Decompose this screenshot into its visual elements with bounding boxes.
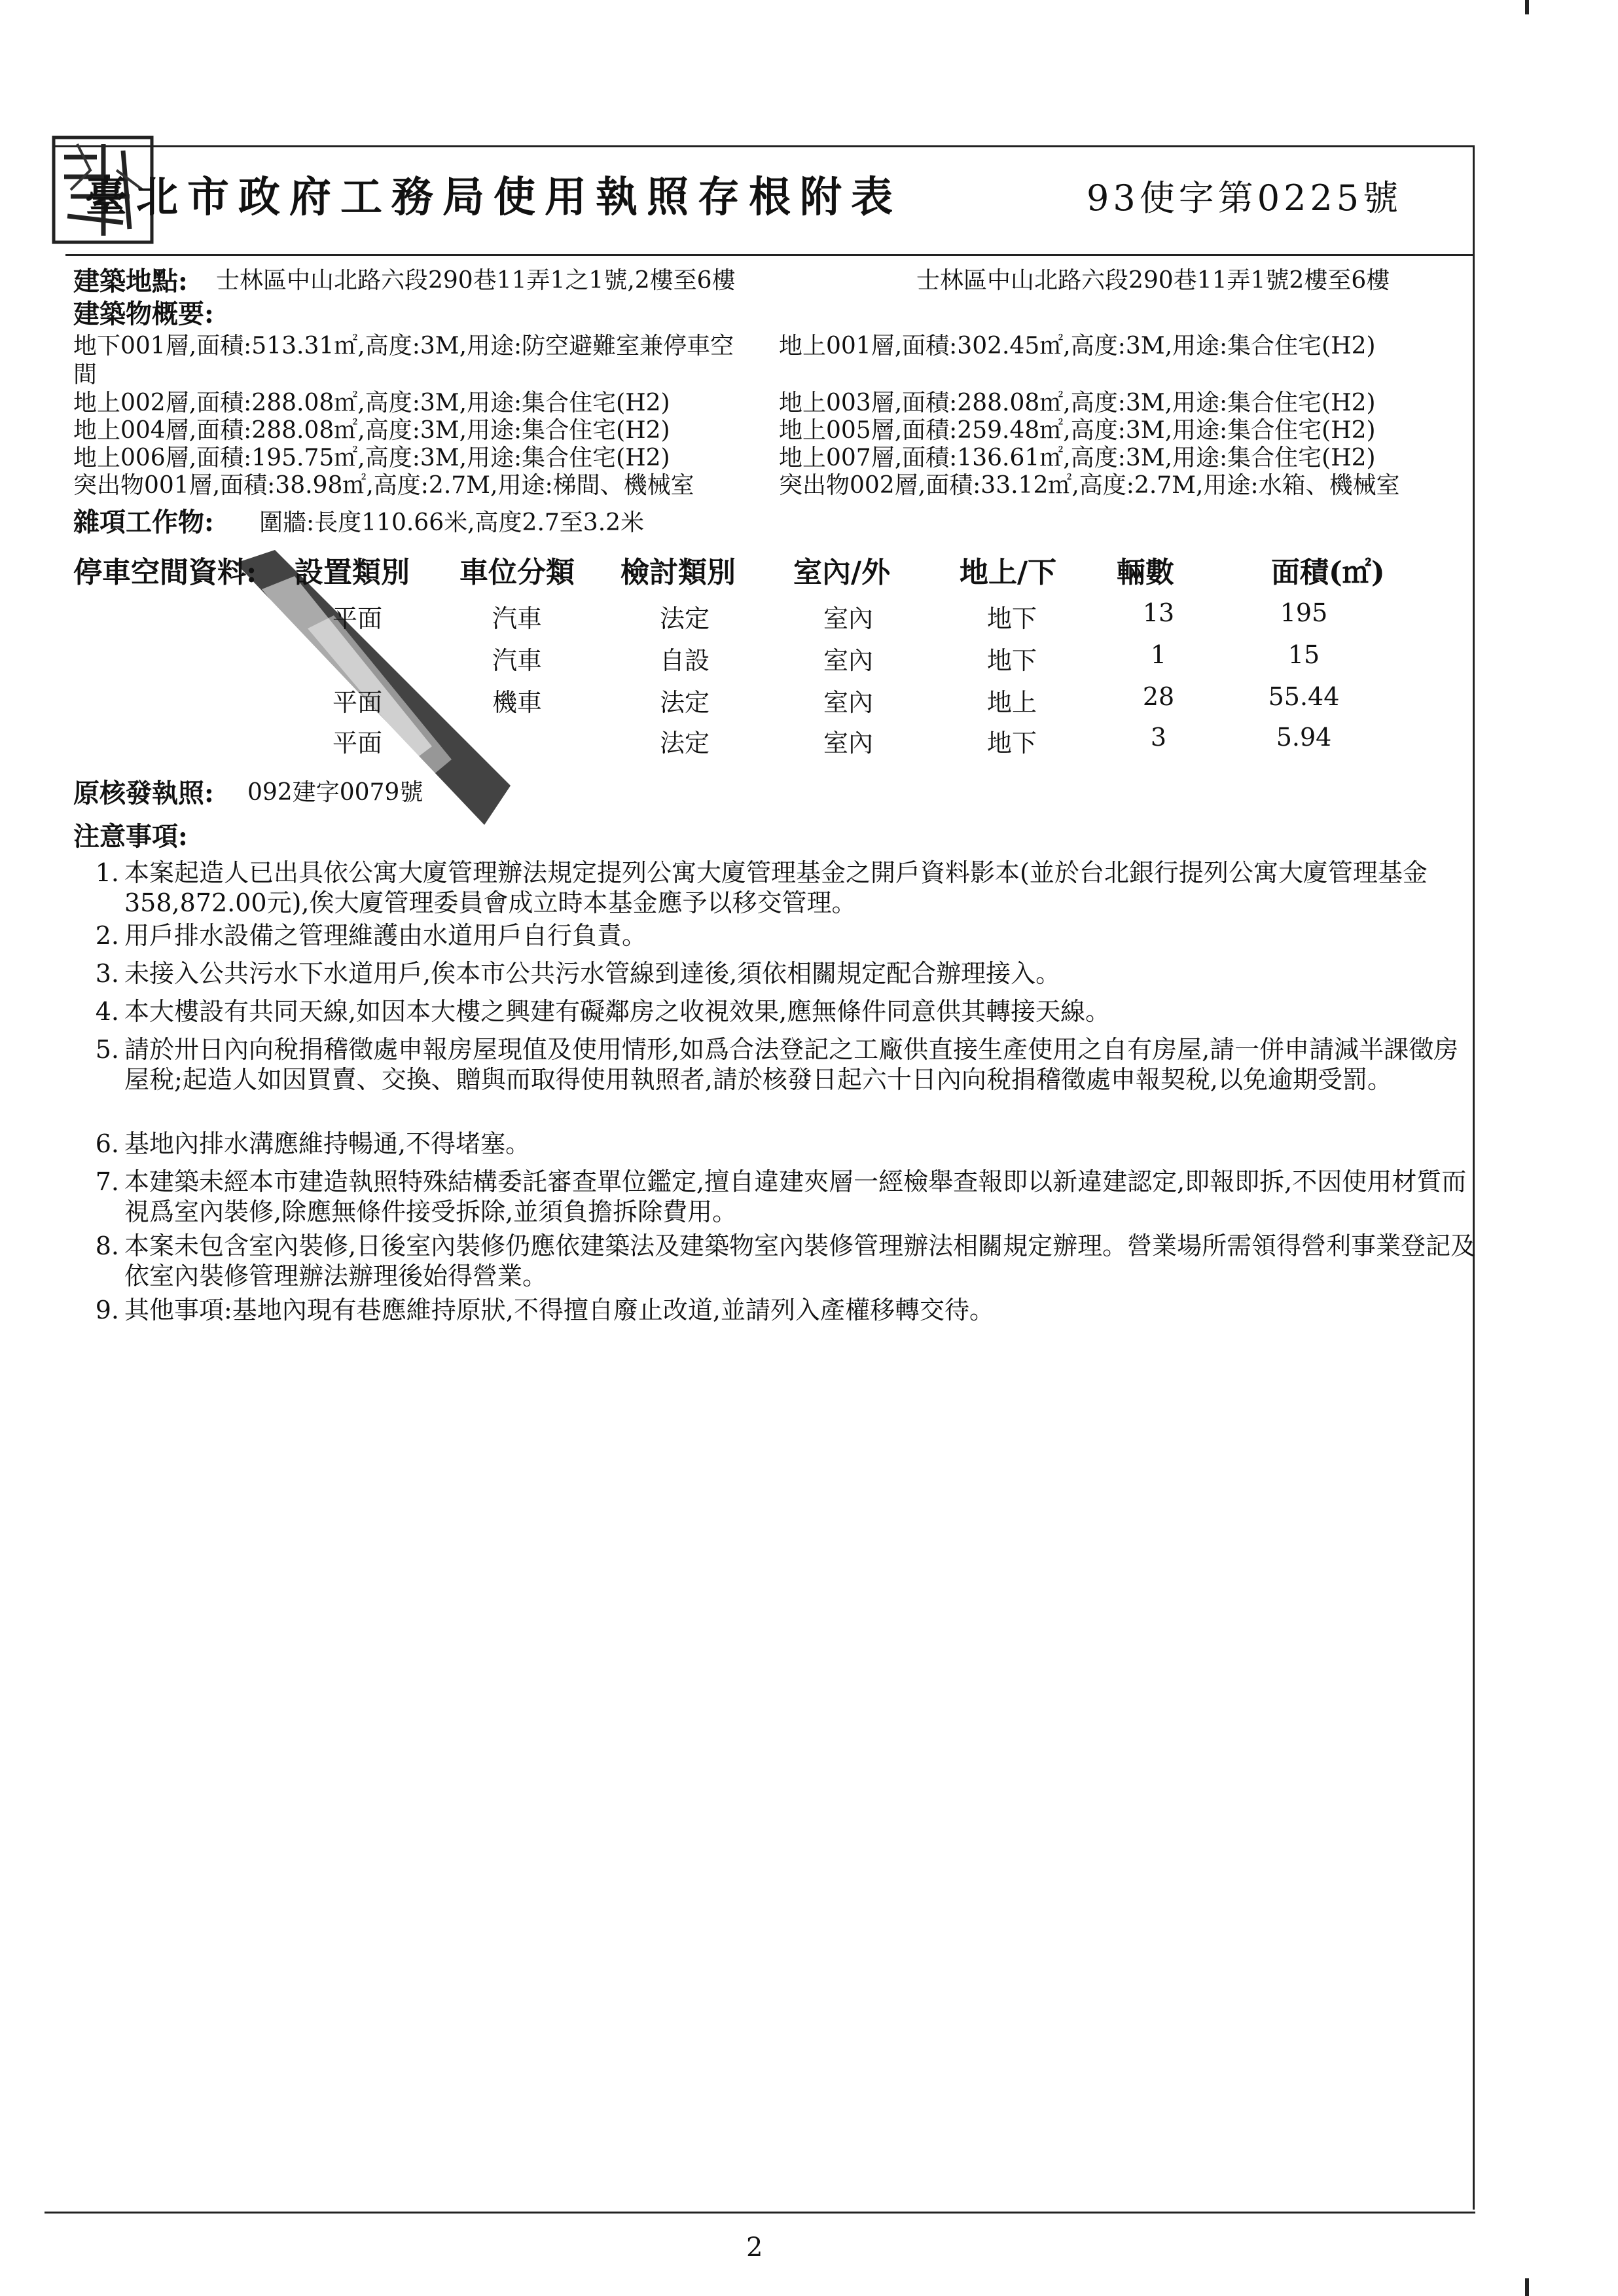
note-number: 3. (95, 959, 119, 988)
note-number: 7. (95, 1167, 119, 1196)
note-item (92, 1231, 1479, 1291)
note-number: 2. (95, 921, 119, 950)
bottom-rule (45, 2212, 1475, 2214)
floor-left: 地上002層,面積:288.08㎡,高度:3M,用途:集合住宅(H2) (73, 390, 670, 416)
parking-cell: 平面 (332, 688, 382, 717)
parking-cell: 195 (1280, 598, 1328, 627)
parking-cell: 平面 (332, 604, 382, 633)
floor-right: 突出物002層,面積:33.12㎡,高度:2.7M,用途:水箱、機械室 (779, 472, 1400, 499)
parking-cell: 自設 (659, 646, 710, 675)
parking-cell: 汽車 (492, 604, 542, 633)
parking-cell: 汽車 (492, 646, 542, 675)
overview-row1-right: 地上001層,面積:302.45㎡,高度:3M,用途:集合住宅(H2) (779, 333, 1376, 359)
permit-number: 93使字第0225號 (1087, 177, 1403, 219)
parking-header: 輛數 (1117, 556, 1174, 589)
parking-cell: 15 (1287, 640, 1320, 669)
parking-cell: 地下 (986, 646, 1037, 675)
note-text: 未接入公共污水下水道用戶,俟本市公共污水管線到達後,須依相關規定配合辦理接入。 (124, 959, 1061, 988)
parking-cell: 機車 (492, 688, 542, 717)
parking-header: 檢討類別 (620, 556, 736, 589)
note-text: 請於卅日內向稅捐稽徵處申報房屋現值及使用情形,如爲合法登記之工廠供直接生產使用之自有房屋,請一併申請減半課徵房屋稅;起造人如因買賣、交換、贈與而取得使用執照者,請於核發日起六十日內向稅捐稽徵處申報契稅,以免逾期受罰。 (124, 1035, 1459, 1094)
floor-left: 地上004層,面積:288.08㎡,高度:3M,用途:集合住宅(H2) (73, 417, 670, 444)
misc-works-value: 圍牆:長度110.66米,高度2.7至3.2米 (259, 509, 645, 536)
note-number: 8. (95, 1231, 119, 1260)
address-label: 建築地點: (73, 266, 188, 297)
note-item (92, 958, 1479, 989)
parking-cell: 地下 (986, 604, 1037, 633)
parking-cell: 13 (1142, 598, 1175, 627)
note-number: 9. (95, 1296, 119, 1324)
note-text: 本案起造人已出具依公寓大廈管理辦法規定提列公寓大廈管理基金之開戶資料影本(並於台北銀行提列公寓大廈管理基金358,872.00元),俟大廈管理委員會成立時本基金應予以移交管理。 (124, 858, 1428, 917)
parking-cell: 法定 (659, 604, 710, 633)
parking-header: 地上/下 (960, 556, 1057, 589)
parking-header: 車位分類 (459, 556, 575, 589)
note-item (92, 1129, 1479, 1159)
parking-label: 停車空間資料: (73, 556, 257, 589)
original-permit-value: 092建字0079號 (247, 779, 423, 806)
title-underline (65, 254, 1473, 256)
floor-right: 地上003層,面積:288.08㎡,高度:3M,用途:集合住宅(H2) (779, 390, 1376, 416)
scan-tick-bottom (1525, 2278, 1529, 2296)
note-item (92, 1034, 1479, 1125)
page-title: 臺北市政府工務局使用執照存根附表 (85, 173, 902, 222)
note-item (92, 996, 1479, 1027)
address-right: 士林區中山北路六段290巷11弄1號2樓至6樓 (916, 267, 1390, 294)
parking-cell: 室內 (823, 604, 873, 633)
parking-cell: 地上 (986, 688, 1037, 717)
parking-cell: 地下 (986, 729, 1037, 757)
floor-left: 地上006層,面積:195.75㎡,高度:3M,用途:集合住宅(H2) (73, 445, 670, 471)
floor-left: 突出物001層,面積:38.98㎡,高度:2.7M,用途:梯間、機械室 (73, 472, 694, 499)
original-permit-label: 原核發執照: (73, 778, 214, 809)
parking-header: 設置類別 (295, 556, 410, 589)
parking-cell: 28 (1142, 682, 1175, 711)
note-item (92, 1295, 1479, 1325)
parking-cell: 55.44 (1268, 682, 1340, 711)
scan-tick-top (1525, 0, 1529, 14)
notes-label: 注意事項: (73, 821, 188, 852)
note-text: 其他事項:基地內現有巷應維持原狀,不得擅自廢止改道,並請列入產權移轉交待。 (124, 1296, 994, 1324)
note-item (92, 1167, 1479, 1227)
overview-row1-left: 地下001層,面積:513.31㎡,高度:3M,用途:防空避難室兼停車空 (73, 333, 734, 359)
note-number: 1. (95, 858, 119, 887)
parking-cell: 平面 (332, 729, 382, 757)
note-number: 4. (95, 997, 119, 1026)
parking-header: 室內/外 (793, 556, 891, 589)
floor-right: 地上005層,面積:259.48㎡,高度:3M,用途:集合住宅(H2) (779, 417, 1376, 444)
parking-cell: 法定 (659, 688, 710, 717)
misc-works-label: 雜項工作物: (73, 507, 214, 538)
note-item (92, 920, 1479, 951)
note-text: 本案未包含室內裝修,日後室內裝修仍應依建築法及建築物室內裝修管理辦法相關規定辦理。營業場所需領得營利事業登記及依室內裝修管理辦法辦理後始得營業。 (124, 1231, 1476, 1290)
note-text: 本大樓設有共同天線,如因本大樓之興建有礙鄰房之收視效果,應無條件同意供其轉接天線。 (124, 997, 1111, 1026)
parking-header: 面積(㎡) (1271, 556, 1385, 589)
note-number: 6. (95, 1129, 119, 1158)
address-left: 士林區中山北路六段290巷11弄1之1號,2樓至6樓 (216, 267, 736, 294)
parking-cell: 5.94 (1276, 723, 1332, 752)
parking-cell: 室內 (823, 688, 873, 717)
parking-cell: 室內 (823, 729, 873, 757)
overview-label: 建築物概要: (73, 299, 214, 329)
note-item (92, 858, 1479, 918)
parking-cell: 3 (1150, 723, 1167, 752)
parking-cell: 室內 (823, 646, 873, 675)
note-text: 用戶排水設備之管理維護由水道用戶自行負責。 (124, 921, 647, 950)
overview-row1-wrap: 間 (73, 361, 98, 388)
parking-cell: 法定 (659, 729, 710, 757)
note-number: 5. (95, 1035, 119, 1064)
note-text: 基地內排水溝應維持暢通,不得堵塞。 (124, 1129, 531, 1158)
floor-right: 地上007層,面積:136.61㎡,高度:3M,用途:集合住宅(H2) (779, 445, 1376, 471)
note-text: 本建築未經本市建造執照特殊結構委託審查單位鑑定,擅自違建夾層一經檢舉查報即以新違建認定,即報即拆,不因使用材質而視爲室內裝修,除應無條件接受拆除,並須負擔拆除費用。 (124, 1167, 1467, 1226)
parking-cell: 1 (1150, 640, 1167, 669)
page-number: 2 (746, 2232, 763, 2263)
